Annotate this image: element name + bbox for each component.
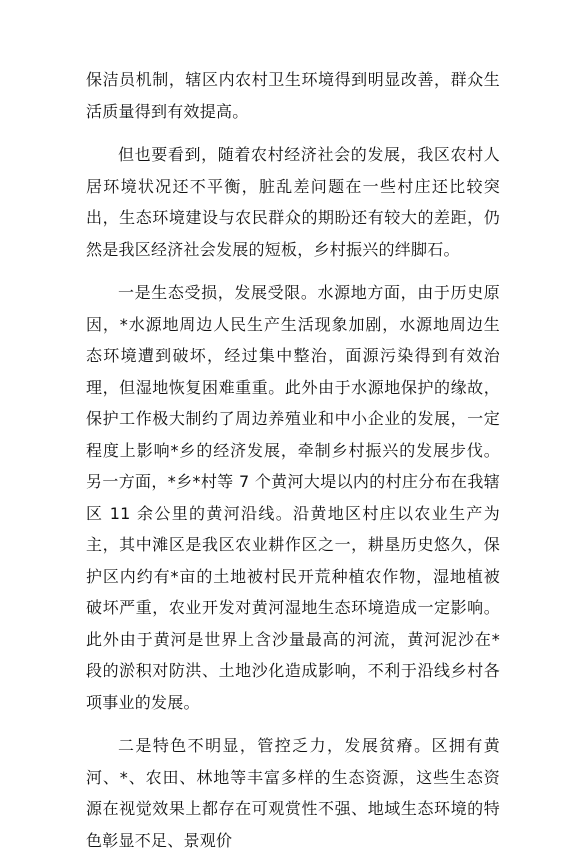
paragraph-weak-features: 二是特色不明显，管控乏力，发展贫瘠。区拥有黄河、*、农田、林地等丰富多样的生态资源，这些生态资源在视觉效果上都存在可观赏性不强、地域生态环境的特色彰显不足、景观价 — [86, 736, 500, 850]
paragraph-continuation: 保洁员机制，辖区内农村卫生环境得到明显改善，群众生活质量得到有效提高。 — [86, 70, 500, 121]
document-body — [86, 64, 500, 868]
paragraph-ecological-damage: 一是生态受损，发展受限。水源地方面，由于历史原因，*水源地周边人民生产生活现象加剧，水源地周边生态环境遭到破坏，经过集中整治，面源污染得到有效治理，但湿地恢复困难重重。此外由于水源地保护的缘故，保护工作极大制约了周边养殖业和中小企业的发展，一定程度上影响*乡的经济发展，牵制乡村振兴的发展步伐。另一方面，*乡*村等 7 个黄河大堤以内的村庄分布在我辖区 11 余公里的黄河沿线。沿黄地区村庄以农业生产为主，其中滩区是我区农业耕作区之一，耕垦历史悠久，保护区内约有*亩的土地被村民开荒种植农作物，湿地植被破坏严重，农业开发对黄河湿地生态环境造成一定影响。此外由于黄河是世界上含沙量最高的河流，黄河泥沙在*段的淤积对防洪、土地沙化造成影响，不利于沿线乡村各项事业的发展。 — [86, 283, 500, 712]
paragraph-problems-overview: 但也要看到，随着农村经济社会的发展，我区农村人居环境状况还不平衡，脏乱差问题在一些村庄还比较突出，生态环境建设与农民群众的期盼还有较大的差距，仍然是我区经济社会发展的短板，乡村振兴的绊脚石。 — [86, 145, 500, 259]
